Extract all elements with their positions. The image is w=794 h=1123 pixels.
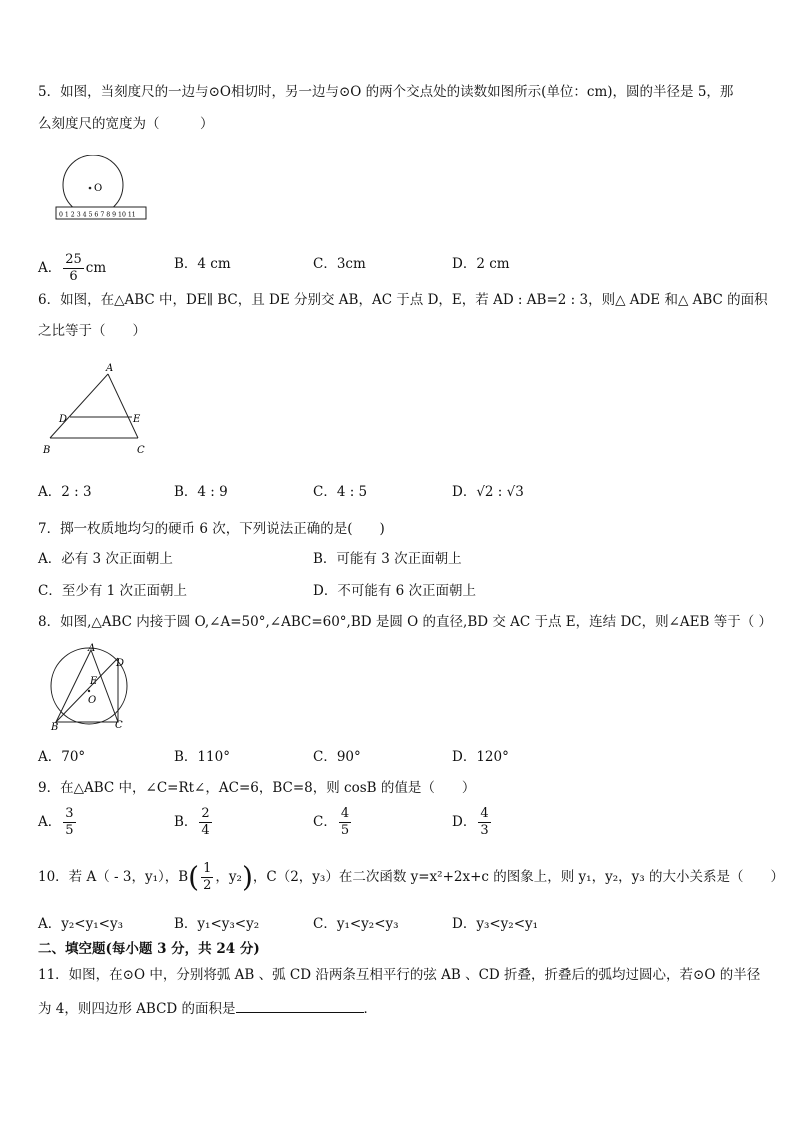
q7-option-d[interactable]: D．不可能有 6 次正面朝上 <box>313 583 476 599</box>
q7-option-b[interactable]: B．可能有 3 次正面朝上 <box>313 551 462 567</box>
q9-option-d[interactable] <box>452 806 493 839</box>
q6-figure <box>40 358 155 458</box>
q10-option-d[interactable]: D．y₃<y₂<y₁ <box>452 916 539 932</box>
q9-option-b-label: B． <box>174 814 198 830</box>
q5-figure <box>52 155 152 225</box>
q9-option-d-den: 3 <box>480 823 489 838</box>
q9-option-c-num: 4 <box>340 806 350 821</box>
q6-fig-label-b: B <box>43 445 51 456</box>
q8-text-line1: 8．如图,△ABC 内接于圆 O,∠A=50°,∠ABC=60°,BD 是圆 O 的直径,BD 交 AC 于点 E，连结 DC，则∠AEB 等于（ ） <box>38 614 773 630</box>
q7-text-line1: 7．掷一枚质地均匀的硬币 6 次，下列说法正确的是( ) <box>38 521 385 537</box>
q9-option-a-den: 5 <box>65 823 74 838</box>
q5-text-line1: 5．如图，当刻度尺的一边与⊙O相切时，另一边与⊙O 的两个交点处的读数如图所示(单位：cm)，圆的半径是 5，那 <box>38 84 734 100</box>
q10-fraction <box>201 861 213 894</box>
q10-text-part2: ，y₂ <box>215 869 242 885</box>
q5-option-a[interactable] <box>38 252 106 285</box>
q10-option-a[interactable]: A．y₂<y₁<y₃ <box>38 916 123 932</box>
q11-text-line2-pre: 为 4，则四边形 ABCD 的面积是 <box>38 1001 236 1017</box>
q5-option-a-fraction <box>63 252 84 285</box>
q9-option-c-fraction <box>339 806 351 839</box>
q5-option-a-label: A． <box>38 260 62 276</box>
q11-text-line2 <box>38 998 377 1019</box>
q9-option-c-label: C． <box>313 814 337 830</box>
q5-text-line2: 么刻度尺的宽度为（ ） <box>38 116 214 132</box>
q6-fig-label-e: E <box>133 414 141 425</box>
q8-option-c[interactable]: C．90° <box>313 749 361 765</box>
q11-text-line1: 11．如图，在⊙O 中，分别将弧 AB 、弧 CD 沿两条互相平行的弦 AB 、CD 折叠，折叠后的弧均过圆心，若⊙O 的半径 <box>38 967 761 983</box>
q10-option-b[interactable]: B．y₁<y₃<y₂ <box>174 916 260 932</box>
q6-option-d-label: D． <box>452 484 477 500</box>
q10-frac-den: 2 <box>203 878 212 893</box>
q6-option-a[interactable]: A．2 : 3 <box>38 484 92 500</box>
q5-option-a-num: 25 <box>65 252 82 267</box>
q5-option-c[interactable]: C．3cm <box>313 256 366 272</box>
q8-option-b[interactable]: B．110° <box>174 749 230 765</box>
q10-text-line1 <box>38 858 784 897</box>
q6-fig-label-c: C <box>137 445 145 456</box>
q5-fig-ruler-ticks: 0 1 2 3 4 5 6 7 8 9 10 11 <box>59 211 136 219</box>
q6-option-d[interactable] <box>452 482 524 502</box>
q9-option-a-label: A． <box>38 814 62 830</box>
q6-fig-label-a: A <box>106 363 114 374</box>
q8-fig-label-d: D <box>116 658 125 669</box>
q5-option-b[interactable]: B．4 cm <box>174 256 231 272</box>
q9-option-b-fraction <box>199 806 211 839</box>
q10-text-part1: 10．若 A（ - 3，y₁），B <box>38 869 189 885</box>
q8-fig-label-o: O <box>88 695 97 706</box>
q8-fig-label-e: E <box>90 676 98 687</box>
q9-option-a[interactable] <box>38 806 78 839</box>
q8-fig-label-c: C <box>115 720 123 731</box>
q8-option-d[interactable]: D．120° <box>452 749 509 765</box>
q9-option-c-den: 5 <box>340 823 350 838</box>
q9-option-b-num: 2 <box>201 806 210 821</box>
q9-option-c[interactable] <box>313 806 353 839</box>
q10-paren-left: ( <box>188 860 200 894</box>
q6-fig-label-d: D <box>59 414 68 425</box>
q6-option-d-value: √2 : √3 <box>476 484 524 500</box>
q9-option-a-num: 3 <box>65 806 74 821</box>
q5-option-d[interactable]: D．2 cm <box>452 256 510 272</box>
q8-fig-label-b: B <box>51 722 59 733</box>
q6-text-line1: 6．如图，在△ABC 中，DE∥ BC，且 DE 分别交 AB，AC 于点 D，E，若 AD : AB=2 : 3，则△ ADE 和△ ABC 的面积 <box>38 292 768 308</box>
q7-option-c[interactable]: C．至少有 1 次正面朝上 <box>38 583 188 599</box>
q10-paren-right: ) <box>241 860 253 894</box>
q9-option-d-fraction <box>478 806 490 839</box>
q11-answer-blank[interactable] <box>236 998 364 1013</box>
q8-option-a[interactable]: A．70° <box>38 749 86 765</box>
q5-fig-center-label: O <box>94 183 103 194</box>
q9-text-line1: 9．在△ABC 中，∠C=Rt∠，AC=6，BC=8，则 cosB 的值是（ ） <box>38 780 476 796</box>
q5-option-a-den: 6 <box>69 269 78 284</box>
q6-option-b[interactable]: B．4 : 9 <box>174 484 228 500</box>
q10-option-c[interactable]: C．y₁<y₂<y₃ <box>313 916 399 932</box>
q10-text-part3: ，C（2，y₃）在二次函数 y=x²+2x+c 的图象上，则 y₁，y₂，y₃ 的大小关系是（ ） <box>252 869 784 885</box>
q9-option-b[interactable] <box>174 806 214 839</box>
q8-fig-label-a: A <box>88 643 96 654</box>
q6-option-c[interactable]: C．4 : 5 <box>313 484 368 500</box>
q10-frac-num: 1 <box>203 861 212 876</box>
q9-option-a-fraction <box>63 806 75 839</box>
q8-figure <box>44 640 139 735</box>
q5-option-a-unit: cm <box>85 260 107 276</box>
q7-option-a[interactable]: A．必有 3 次正面朝上 <box>38 551 173 567</box>
q11-text-line2-post: ． <box>363 1001 378 1017</box>
section-2-title: 二、填空题(每小题 3 分，共 24 分) <box>38 941 260 957</box>
q9-option-b-den: 4 <box>201 823 210 838</box>
q6-text-line2: 之比等于（ ） <box>38 323 146 339</box>
q9-option-d-num: 4 <box>480 806 489 821</box>
q9-option-d-label: D． <box>452 814 477 830</box>
